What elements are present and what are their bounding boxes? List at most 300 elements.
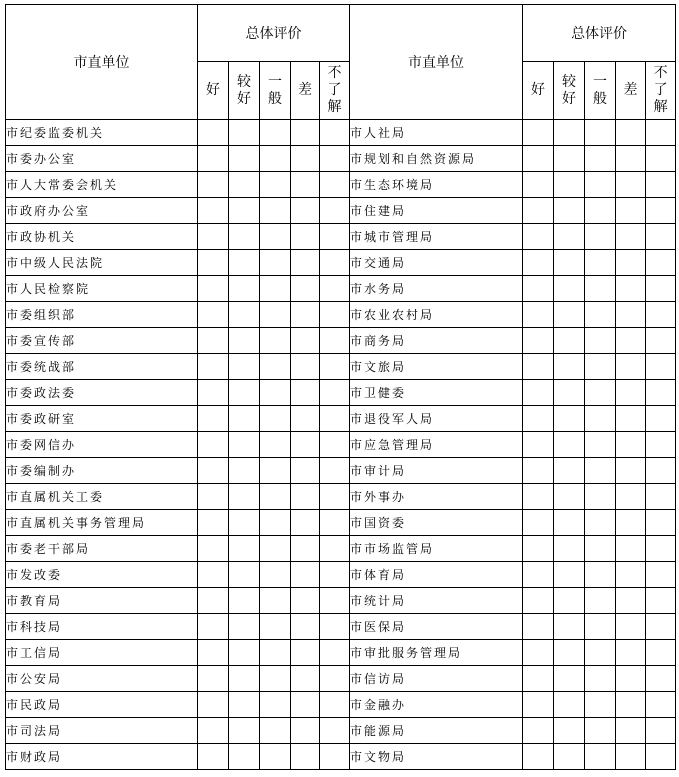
rating-cell-average[interactable] [585,354,616,380]
rating-cell-unknown[interactable] [320,614,350,640]
unit-name: 市人民检察院 [6,276,198,302]
rating-cell-unknown[interactable] [320,432,350,458]
rating-cell-good[interactable] [198,198,229,224]
rating-cell-good[interactable] [523,614,554,640]
rating-cell-fairly-good[interactable] [229,484,260,510]
rating-cell-good[interactable] [198,406,229,432]
rating-cell-fairly-good[interactable] [554,406,585,432]
rating-cell-poor[interactable] [616,640,646,666]
rating-cell-poor[interactable] [616,380,646,406]
rating-cell-good[interactable] [198,744,229,770]
table-row [6,666,676,692]
rating-cell-unknown[interactable] [646,536,676,562]
rating-cell-fairly-good[interactable] [554,146,585,172]
rating-cell-fairly-good[interactable] [554,302,585,328]
rating-cell-unknown[interactable] [646,692,676,718]
rating-cell-average[interactable] [260,276,291,302]
table-row [6,146,676,172]
rating-cell-good[interactable] [523,250,554,276]
rating-cell-fairly-good[interactable] [229,692,260,718]
rating-cell-unknown[interactable] [320,198,350,224]
rating-cell-unknown[interactable] [320,302,350,328]
rating-header-fairly-good: 较好 [554,62,585,120]
rating-cell-poor[interactable] [616,328,646,354]
rating-cell-poor[interactable] [291,458,320,484]
rating-cell-poor[interactable] [291,692,320,718]
unit-name: 市审计局 [350,458,523,484]
table-row [6,640,676,666]
rating-cell-average[interactable] [585,276,616,302]
table-row [6,172,676,198]
rating-cell-unknown[interactable] [320,120,350,146]
rating-cell-good[interactable] [523,692,554,718]
rating-cell-poor[interactable] [616,692,646,718]
rating-cell-unknown[interactable] [320,666,350,692]
rating-cell-poor[interactable] [291,380,320,406]
rating-cell-fairly-good[interactable] [554,744,585,770]
rating-cell-poor[interactable] [291,172,320,198]
rating-cell-poor[interactable] [291,302,320,328]
rating-cell-unknown[interactable] [646,562,676,588]
rating-cell-unknown[interactable] [646,224,676,250]
rating-cell-average[interactable] [260,120,291,146]
rating-cell-average[interactable] [585,250,616,276]
rating-cell-unknown[interactable] [320,562,350,588]
rating-cell-fairly-good[interactable] [229,458,260,484]
rating-cell-poor[interactable] [616,224,646,250]
unit-name: 市外事办 [350,484,523,510]
rating-cell-poor[interactable] [291,354,320,380]
rating-cell-good[interactable] [198,354,229,380]
rating-header-average: 一般 [585,62,616,120]
rating-cell-unknown[interactable] [646,666,676,692]
rating-cell-unknown[interactable] [320,276,350,302]
rating-cell-average[interactable] [585,744,616,770]
rating-cell-poor[interactable] [291,146,320,172]
rating-cell-average[interactable] [260,250,291,276]
rating-cell-average[interactable] [260,536,291,562]
rating-cell-poor[interactable] [616,432,646,458]
rating-cell-unknown[interactable] [646,432,676,458]
rating-cell-fairly-good[interactable] [554,640,585,666]
rating-cell-good[interactable] [523,406,554,432]
rating-cell-poor[interactable] [291,276,320,302]
rating-cell-poor[interactable] [291,432,320,458]
rating-cell-average[interactable] [585,484,616,510]
rating-cell-fairly-good[interactable] [554,328,585,354]
rating-cell-unknown[interactable] [320,250,350,276]
unit-name: 市公安局 [6,666,198,692]
rating-cell-fairly-good[interactable] [229,250,260,276]
rating-cell-poor[interactable] [291,328,320,354]
rating-cell-fairly-good[interactable] [554,562,585,588]
rating-cell-fairly-good[interactable] [229,718,260,744]
rating-cell-unknown[interactable] [320,354,350,380]
rating-cell-fairly-good[interactable] [554,614,585,640]
rating-cell-average[interactable] [585,432,616,458]
rating-cell-fairly-good[interactable] [229,380,260,406]
rating-cell-unknown[interactable] [320,484,350,510]
rating-cell-average[interactable] [585,328,616,354]
rating-cell-good[interactable] [198,536,229,562]
rating-cell-unknown[interactable] [320,510,350,536]
rating-cell-unknown[interactable] [320,146,350,172]
rating-cell-fairly-good[interactable] [554,458,585,484]
rating-cell-poor[interactable] [291,510,320,536]
unit-name: 市统计局 [350,588,523,614]
rating-cell-average[interactable] [585,302,616,328]
table-row [6,224,676,250]
rating-cell-fairly-good[interactable] [554,718,585,744]
rating-cell-good[interactable] [198,146,229,172]
rating-cell-good[interactable] [198,666,229,692]
rating-cell-unknown[interactable] [646,250,676,276]
rating-cell-average[interactable] [585,146,616,172]
rating-cell-good[interactable] [198,614,229,640]
rating-cell-poor[interactable] [291,744,320,770]
rating-cell-fairly-good[interactable] [554,198,585,224]
rating-cell-average[interactable] [585,172,616,198]
rating-cell-good[interactable] [198,380,229,406]
rating-cell-good[interactable] [523,588,554,614]
rating-cell-poor[interactable] [291,224,320,250]
rating-cell-poor[interactable] [616,302,646,328]
rating-cell-poor[interactable] [616,198,646,224]
rating-cell-good[interactable] [198,692,229,718]
rating-cell-unknown[interactable] [320,380,350,406]
rating-cell-good[interactable] [523,744,554,770]
rating-cell-fairly-good[interactable] [554,224,585,250]
rating-cell-unknown[interactable] [646,146,676,172]
rating-cell-fairly-good[interactable] [229,146,260,172]
rating-cell-fairly-good[interactable] [229,224,260,250]
rating-cell-good[interactable] [198,328,229,354]
rating-cell-good[interactable] [198,718,229,744]
rating-cell-unknown[interactable] [646,614,676,640]
rating-cell-poor[interactable] [291,406,320,432]
rating-cell-good[interactable] [198,224,229,250]
unit-name: 市水务局 [350,276,523,302]
rating-cell-average[interactable] [260,458,291,484]
rating-cell-poor[interactable] [616,146,646,172]
rating-cell-average[interactable] [260,718,291,744]
rating-cell-unknown[interactable] [646,302,676,328]
unit-name: 市卫健委 [350,380,523,406]
rating-cell-unknown[interactable] [320,328,350,354]
rating-cell-fairly-good[interactable] [554,172,585,198]
rating-cell-good[interactable] [198,172,229,198]
rating-cell-unknown[interactable] [646,640,676,666]
rating-cell-average[interactable] [585,614,616,640]
rating-cell-good[interactable] [523,562,554,588]
rating-cell-poor[interactable] [616,744,646,770]
rating-cell-unknown[interactable] [646,718,676,744]
rating-cell-fairly-good[interactable] [229,276,260,302]
rating-cell-good[interactable] [198,562,229,588]
rating-cell-fairly-good[interactable] [554,692,585,718]
rating-cell-good[interactable] [198,510,229,536]
rating-cell-fairly-good[interactable] [229,172,260,198]
rating-cell-good[interactable] [198,432,229,458]
rating-cell-unknown[interactable] [646,588,676,614]
rating-cell-unknown[interactable] [646,172,676,198]
unit-name: 市委编制办 [6,458,198,484]
rating-cell-fairly-good[interactable] [554,276,585,302]
rating-cell-good[interactable] [198,276,229,302]
table-row [6,406,676,432]
rating-cell-average[interactable] [260,432,291,458]
rating-cell-poor[interactable] [616,484,646,510]
rating-cell-good[interactable] [523,328,554,354]
table-row [6,744,676,770]
rating-cell-unknown[interactable] [320,692,350,718]
unit-name: 市委政研室 [6,406,198,432]
rating-cell-fairly-good[interactable] [229,328,260,354]
rating-cell-poor[interactable] [616,666,646,692]
unit-name: 市能源局 [350,718,523,744]
rating-cell-fairly-good[interactable] [554,666,585,692]
rating-cell-fairly-good[interactable] [229,432,260,458]
rating-cell-average[interactable] [260,224,291,250]
unit-name: 市政府办公室 [6,198,198,224]
unit-name: 市委宣传部 [6,328,198,354]
unit-name: 市文物局 [350,744,523,770]
rating-cell-average[interactable] [260,406,291,432]
rating-cell-fairly-good[interactable] [229,614,260,640]
rating-cell-good[interactable] [523,640,554,666]
rating-cell-fairly-good[interactable] [229,562,260,588]
rating-cell-poor[interactable] [616,562,646,588]
table-row [6,536,676,562]
rating-cell-poor[interactable] [291,198,320,224]
rating-header-good: 好 [198,62,229,120]
rating-cell-unknown[interactable] [646,380,676,406]
rating-cell-good[interactable] [523,302,554,328]
rating-cell-good[interactable] [523,172,554,198]
unit-name: 市委统战部 [6,354,198,380]
unit-name: 市财政局 [6,744,198,770]
unit-name: 市委老干部局 [6,536,198,562]
rating-cell-good[interactable] [523,224,554,250]
rating-cell-fairly-good[interactable] [554,484,585,510]
unit-name: 市金融办 [350,692,523,718]
rating-cell-average[interactable] [585,406,616,432]
rating-cell-fairly-good[interactable] [229,120,260,146]
rating-cell-fairly-good[interactable] [554,588,585,614]
rating-cell-good[interactable] [523,484,554,510]
rating-cell-average[interactable] [585,380,616,406]
rating-cell-poor[interactable] [616,120,646,146]
rating-cell-fairly-good[interactable] [229,744,260,770]
rating-cell-good[interactable] [523,354,554,380]
unit-name: 市住建局 [350,198,523,224]
rating-cell-good[interactable] [523,458,554,484]
rating-cell-average[interactable] [260,380,291,406]
overall-header-left: 总体评价 [198,5,350,62]
rating-cell-good[interactable] [523,718,554,744]
rating-cell-average[interactable] [260,354,291,380]
rating-cell-poor[interactable] [616,718,646,744]
unit-name: 市退役军人局 [350,406,523,432]
rating-cell-average[interactable] [585,692,616,718]
rating-cell-unknown[interactable] [646,458,676,484]
rating-cell-poor[interactable] [616,354,646,380]
rating-cell-unknown[interactable] [320,172,350,198]
rating-cell-unknown[interactable] [320,744,350,770]
rating-cell-unknown[interactable] [646,354,676,380]
rating-cell-unknown[interactable] [320,536,350,562]
rating-cell-unknown[interactable] [646,198,676,224]
table-row [6,432,676,458]
rating-cell-average[interactable] [585,640,616,666]
rating-cell-unknown[interactable] [646,328,676,354]
rating-cell-fairly-good[interactable] [229,198,260,224]
unit-header-right: 市直单位 [350,5,523,120]
rating-cell-unknown[interactable] [320,588,350,614]
rating-cell-poor[interactable] [291,666,320,692]
rating-cell-fairly-good[interactable] [229,302,260,328]
rating-cell-average[interactable] [260,146,291,172]
rating-header-average: 一般 [260,62,291,120]
rating-cell-fairly-good[interactable] [554,536,585,562]
rating-cell-fairly-good[interactable] [229,666,260,692]
rating-cell-unknown[interactable] [646,120,676,146]
unit-name: 市中级人民法院 [6,250,198,276]
rating-cell-unknown[interactable] [646,406,676,432]
unit-name: 市委办公室 [6,146,198,172]
rating-cell-poor[interactable] [291,588,320,614]
rating-cell-average[interactable] [585,120,616,146]
rating-cell-poor[interactable] [616,276,646,302]
rating-cell-average[interactable] [585,536,616,562]
rating-cell-average[interactable] [260,614,291,640]
rating-cell-good[interactable] [523,198,554,224]
rating-cell-fairly-good[interactable] [554,120,585,146]
rating-header-unknown: 不了解 [320,62,350,120]
rating-cell-unknown[interactable] [320,224,350,250]
rating-cell-average[interactable] [585,510,616,536]
rating-cell-fairly-good[interactable] [554,380,585,406]
rating-cell-good[interactable] [523,536,554,562]
rating-cell-poor[interactable] [616,536,646,562]
rating-cell-poor[interactable] [291,536,320,562]
rating-cell-average[interactable] [260,510,291,536]
rating-cell-average[interactable] [260,744,291,770]
rating-cell-good[interactable] [198,302,229,328]
rating-cell-average[interactable] [585,224,616,250]
rating-cell-poor[interactable] [616,250,646,276]
unit-name: 市委组织部 [6,302,198,328]
rating-cell-average[interactable] [585,562,616,588]
rating-cell-fairly-good[interactable] [229,588,260,614]
rating-cell-poor[interactable] [291,614,320,640]
rating-cell-fairly-good[interactable] [229,510,260,536]
table-row [6,484,676,510]
rating-cell-good[interactable] [198,484,229,510]
rating-cell-poor[interactable] [291,718,320,744]
rating-cell-poor[interactable] [291,120,320,146]
unit-name: 市城市管理局 [350,224,523,250]
rating-cell-fairly-good[interactable] [229,640,260,666]
rating-cell-good[interactable] [523,510,554,536]
rating-cell-poor[interactable] [616,406,646,432]
rating-cell-average[interactable] [260,562,291,588]
table-row [6,328,676,354]
rating-cell-average[interactable] [260,666,291,692]
rating-cell-poor[interactable] [291,484,320,510]
rating-cell-average[interactable] [260,172,291,198]
table-row [6,614,676,640]
rating-cell-unknown[interactable] [646,276,676,302]
rating-cell-average[interactable] [585,666,616,692]
rating-cell-unknown[interactable] [320,406,350,432]
rating-cell-average[interactable] [585,588,616,614]
rating-cell-good[interactable] [198,640,229,666]
rating-cell-unknown[interactable] [320,718,350,744]
rating-cell-fairly-good[interactable] [554,250,585,276]
rating-cell-good[interactable] [523,276,554,302]
rating-header-poor: 差 [616,62,646,120]
rating-cell-fairly-good[interactable] [554,510,585,536]
rating-cell-good[interactable] [523,666,554,692]
rating-cell-poor[interactable] [616,614,646,640]
rating-cell-fairly-good[interactable] [229,406,260,432]
rating-cell-average[interactable] [260,640,291,666]
unit-name: 市政协机关 [6,224,198,250]
rating-cell-average[interactable] [260,588,291,614]
rating-cell-good[interactable] [523,146,554,172]
rating-cell-average[interactable] [260,198,291,224]
rating-cell-poor[interactable] [616,458,646,484]
rating-cell-poor[interactable] [616,588,646,614]
rating-cell-good[interactable] [523,120,554,146]
rating-cell-poor[interactable] [291,562,320,588]
unit-name: 市体育局 [350,562,523,588]
rating-cell-poor[interactable] [616,510,646,536]
rating-cell-average[interactable] [260,328,291,354]
rating-cell-good[interactable] [198,250,229,276]
rating-cell-fairly-good[interactable] [229,536,260,562]
rating-cell-poor[interactable] [291,250,320,276]
table-row [6,380,676,406]
rating-cell-fairly-good[interactable] [229,354,260,380]
rating-cell-unknown[interactable] [646,510,676,536]
rating-cell-poor[interactable] [616,172,646,198]
rating-cell-good[interactable] [198,588,229,614]
rating-cell-unknown[interactable] [320,640,350,666]
rating-cell-good[interactable] [523,380,554,406]
table-row [6,198,676,224]
rating-cell-good[interactable] [523,432,554,458]
rating-cell-average[interactable] [260,302,291,328]
rating-cell-unknown[interactable] [320,458,350,484]
rating-cell-average[interactable] [260,484,291,510]
rating-cell-fairly-good[interactable] [554,354,585,380]
rating-cell-poor[interactable] [291,640,320,666]
rating-cell-good[interactable] [198,120,229,146]
unit-name: 市交通局 [350,250,523,276]
rating-cell-average[interactable] [260,692,291,718]
rating-cell-unknown[interactable] [646,484,676,510]
rating-cell-average[interactable] [585,198,616,224]
unit-name: 市商务局 [350,328,523,354]
rating-cell-average[interactable] [585,718,616,744]
unit-name: 市生态环境局 [350,172,523,198]
rating-cell-unknown[interactable] [646,744,676,770]
rating-cell-average[interactable] [585,458,616,484]
rating-cell-good[interactable] [198,458,229,484]
rating-cell-fairly-good[interactable] [554,432,585,458]
